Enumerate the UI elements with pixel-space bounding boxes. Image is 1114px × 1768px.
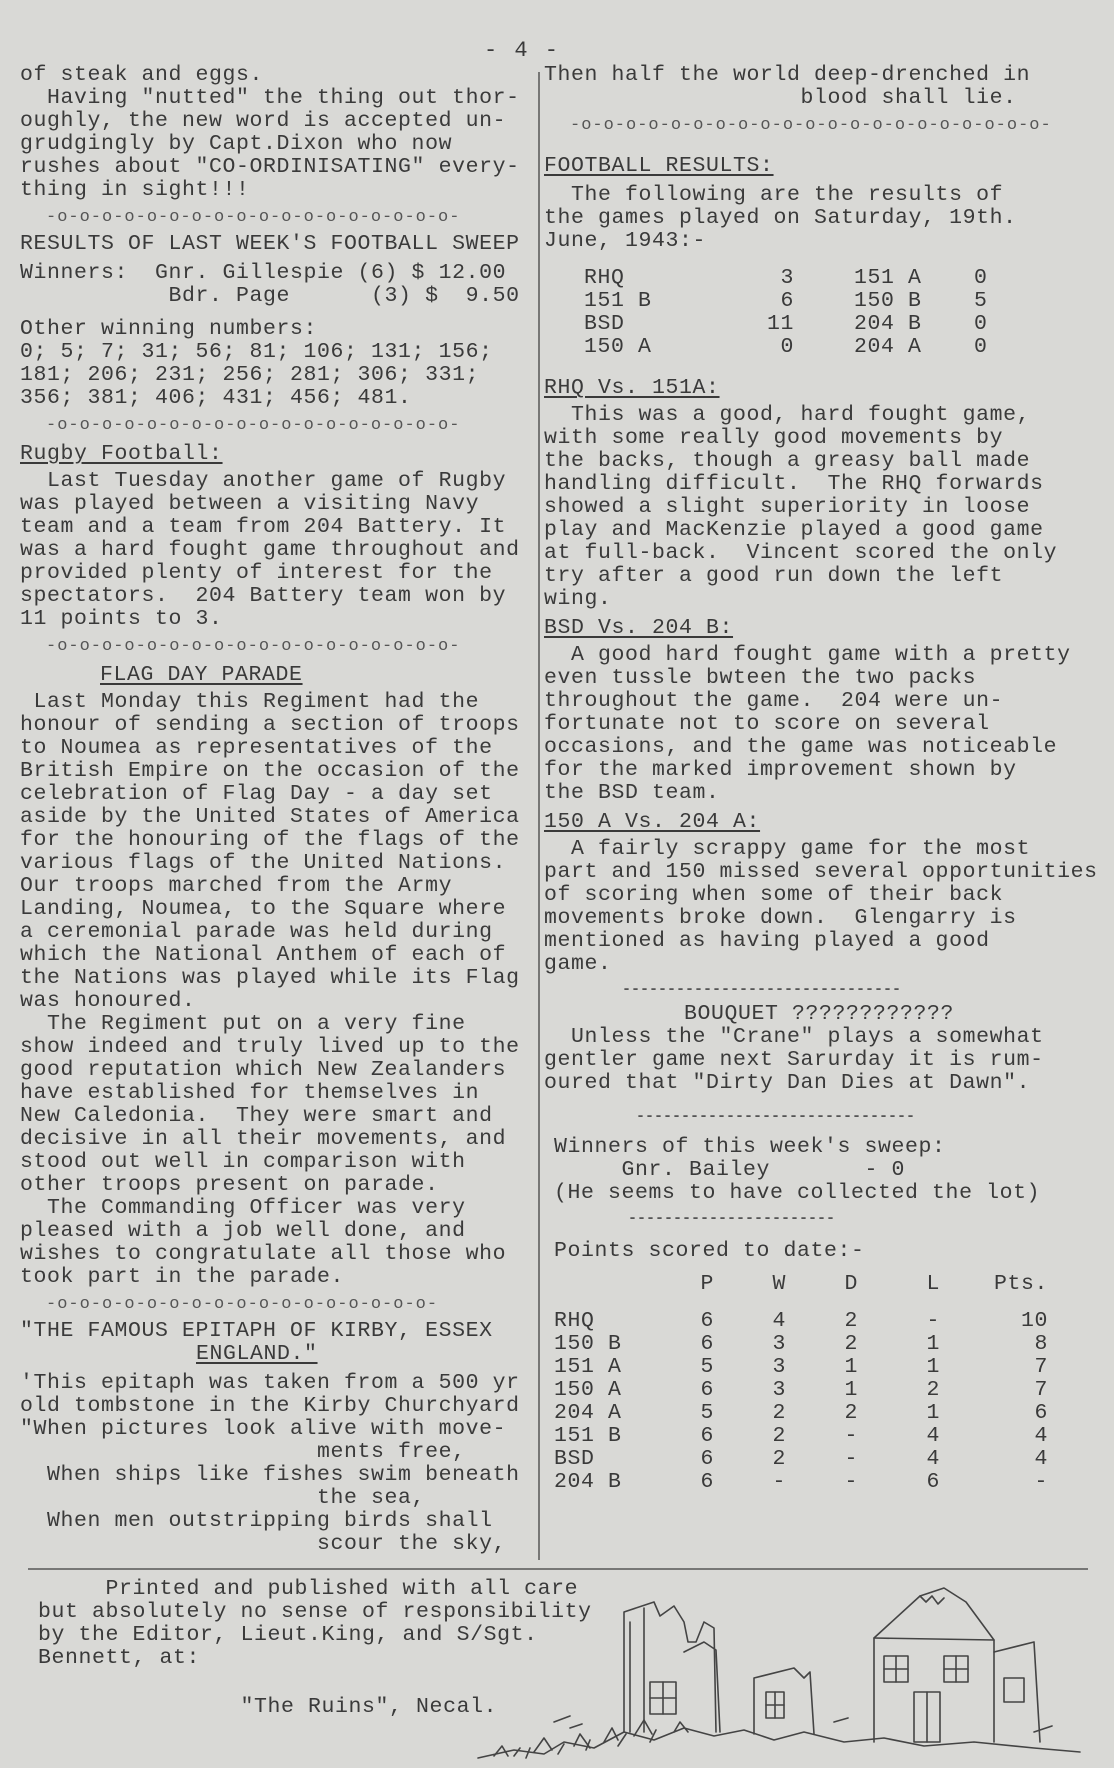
stat-cell: 6	[1034, 1401, 1048, 1425]
table-row	[554, 1402, 1048, 1425]
text-line: show indeed and truly lived up to the	[20, 1035, 520, 1059]
text-line: spectators. 204 Battery team won by	[20, 584, 507, 608]
text-line: Gnr. Bailey - 0	[554, 1158, 906, 1182]
team-cell: BSD	[584, 312, 625, 336]
stat-cell: 1	[926, 1332, 940, 1356]
text-line: of steak and eggs.	[20, 63, 264, 87]
text-line: rushes about "CO-ORDINISATING" every-	[20, 155, 520, 179]
epitaph-title: ENGLAND."	[196, 1342, 318, 1366]
stat-cell: 4	[926, 1447, 940, 1471]
text-line: a ceremonial parade was held during	[20, 920, 493, 944]
text-line: A good hard fought game with a pretty	[544, 643, 1071, 667]
score-cell: 0	[974, 312, 988, 336]
column-header: Pts.	[993, 1272, 1048, 1296]
flag-day-heading: FLAG DAY PARADE	[100, 663, 303, 687]
text-line: decisive in all their movements, and	[20, 1127, 507, 1151]
table-row	[554, 1448, 1048, 1471]
publication-place: "The Ruins", Necal.	[38, 1695, 498, 1719]
stat-cell: 3	[772, 1332, 786, 1356]
table-header-row	[554, 1273, 1048, 1296]
results-table	[584, 267, 1014, 359]
text-line: at full-back. Vincent scored the only	[544, 541, 1058, 565]
text-line: The Regiment put on a very fine	[20, 1012, 466, 1036]
column-header: D	[844, 1272, 858, 1296]
text-line: celebration of Flag Day - a day set	[20, 782, 493, 806]
sweep-title: RESULTS OF LAST WEEK'S FOOTBALL SWEEP	[20, 232, 520, 256]
text-line: various flags of the United Nations.	[20, 851, 507, 875]
text-line: the BSD team.	[544, 781, 720, 805]
left-column	[20, 64, 540, 1556]
stat-cell: 2	[772, 1401, 786, 1425]
text-line: handling difficult. The RHQ forwards	[544, 472, 1044, 496]
stat-cell: 10	[1020, 1309, 1048, 1333]
text-line: movements broke down. Glengarry is	[544, 906, 1017, 930]
stat-cell: 7	[1034, 1378, 1048, 1402]
page-number: - 4 -	[484, 38, 561, 63]
epitaph-title: "THE FAMOUS EPITAPH OF KIRBY, ESSEX	[20, 1319, 493, 1343]
team-cell: BSD	[554, 1447, 595, 1471]
text-line: was played between a visiting Navy	[20, 492, 480, 516]
stat-cell: 3	[772, 1355, 786, 1379]
stat-cell: 6	[700, 1447, 714, 1471]
text-line: part and 150 missed several opportunities	[544, 860, 1098, 884]
poem-line: Then half the world deep-drenched in	[544, 63, 1031, 87]
text-line: was honoured.	[20, 989, 196, 1013]
rugby-heading: Rugby Football:	[20, 442, 223, 466]
team-cell: 151 A	[854, 266, 922, 290]
text-line: game.	[544, 952, 612, 976]
table-row	[554, 1471, 1048, 1494]
text-line: but absolutely no sense of responsibility	[38, 1600, 592, 1624]
column-header: W	[772, 1272, 786, 1296]
text-line: fortunate not to score on several	[544, 712, 990, 736]
text-line: of scoring when some of their back	[544, 883, 1004, 907]
score-cell: 0	[974, 335, 988, 359]
text-line: (He seems to have collected the lot)	[554, 1181, 1041, 1205]
text-line: stood out well in comparison with	[20, 1150, 466, 1174]
poem-line: blood shall lie.	[544, 86, 1017, 110]
text-line: "When pictures look alive with move-	[20, 1417, 507, 1441]
stat-cell: 2	[844, 1332, 858, 1356]
team-cell: 150 A	[584, 335, 652, 359]
score-cell: 5	[974, 289, 988, 313]
stat-cell: 2	[926, 1378, 940, 1402]
intro-paragraph	[20, 64, 540, 202]
text-line: have established for themselves in	[20, 1081, 480, 1105]
text-line: gentler game next Sarurday it is rum-	[544, 1048, 1044, 1072]
text-line: Bennett, at:	[38, 1646, 201, 1670]
text-line: grudgingly by Capt.Dixon who now	[20, 132, 453, 156]
text-line: other troops present on parade.	[20, 1173, 439, 1197]
text-line: British Empire on the occasion of the	[20, 759, 520, 783]
team-cell: 204 A	[854, 335, 922, 359]
text-line: provided plenty of interest for the	[20, 561, 493, 585]
text-line: thing in sight!!!	[20, 178, 250, 202]
text-line: Our troops marched from the Army	[20, 874, 453, 898]
flag-day-article	[20, 691, 540, 1289]
text-line: Printed and published with all care	[38, 1577, 579, 1601]
team-cell: 151 A	[554, 1355, 622, 1379]
stat-cell: -	[844, 1447, 858, 1471]
dashed-rule: -------------------------------	[622, 981, 902, 998]
text-line: Landing, Noumea, to the Square where	[20, 897, 507, 921]
score-cell: 3	[780, 266, 794, 290]
stat-cell: 4	[1034, 1447, 1048, 1471]
text-line: honour of sending a section of troops	[20, 713, 520, 737]
table-row	[584, 267, 1014, 290]
text-line: the sea,	[20, 1486, 426, 1510]
stat-cell: 1	[844, 1355, 858, 1379]
stat-cell: 1	[926, 1355, 940, 1379]
text-line: took part in the parade.	[20, 1265, 345, 1289]
bouquet-heading: BOUQUET ????????????	[684, 1002, 955, 1026]
text-line: team and a team from 204 Battery. It	[20, 515, 507, 539]
table-row	[554, 1356, 1048, 1379]
separator: -o-o-o-o-o-o-o-o-o-o-o-o-o-o-o-o-o-o-	[46, 416, 461, 435]
stat-cell: 7	[1034, 1355, 1048, 1379]
text-line: 0; 5; 7; 31; 56; 81; 106; 131; 156;	[20, 340, 493, 364]
stat-cell: 2	[844, 1401, 858, 1425]
team-cell: 150 B	[554, 1332, 622, 1356]
text-line: June, 1943:-	[544, 229, 707, 253]
score-cell: 11	[766, 312, 794, 336]
text-line: wishes to congratulate all those who	[20, 1242, 507, 1266]
text-line: oured that "Dirty Dan Dies at Dawn".	[544, 1071, 1031, 1095]
stat-cell: 6	[700, 1309, 714, 1333]
separator: -o-o-o-o-o-o-o-o-o-o-o-o-o-o-o-o-o-	[46, 1295, 439, 1314]
table-row	[554, 1425, 1048, 1448]
text-line: aside by the United States of America	[20, 805, 520, 829]
text-line: ments free,	[20, 1440, 466, 1464]
separator: -o-o-o-o-o-o-o-o-o-o-o-o-o-o-o-o-o-o-	[46, 637, 461, 656]
table-row	[554, 1333, 1048, 1356]
dashed-rule: -------------------------------	[636, 1108, 916, 1125]
text-line: for the honouring of the flags of the	[20, 828, 520, 852]
stat-cell: -	[926, 1309, 940, 1333]
points-heading: Points scored to date:-	[554, 1239, 865, 1263]
text-line: to Noumea as representatives of the	[20, 736, 493, 760]
match-report-heading: 150 A Vs. 204 A:	[544, 810, 761, 834]
team-cell: RHQ	[584, 266, 625, 290]
football-results-heading: FOOTBALL RESULTS:	[544, 154, 774, 178]
stat-cell: 6	[700, 1332, 714, 1356]
stat-cell: 6	[926, 1470, 940, 1494]
stat-cell: 2	[772, 1424, 786, 1448]
score-cell: 0	[974, 266, 988, 290]
text-line: 11 points to 3.	[20, 607, 223, 631]
text-line: New Caledonia. They were smart and	[20, 1104, 493, 1128]
stat-cell: -	[844, 1424, 858, 1448]
text-line: with some really good movements by	[544, 426, 1004, 450]
text-line: old tombstone in the Kirby Churchyard	[20, 1394, 520, 1418]
team-cell: 150 B	[854, 289, 922, 313]
text-line: The following are the results of	[544, 183, 1004, 207]
text-line: The Commanding Officer was very	[20, 1196, 466, 1220]
stat-cell: 6	[700, 1424, 714, 1448]
team-cell: 151 B	[584, 289, 652, 313]
stat-cell: -	[1034, 1470, 1048, 1494]
text-line: 356; 381; 406; 431; 456; 481.	[20, 386, 412, 410]
ruins-sketch-illustration	[474, 1582, 1084, 1762]
stat-cell: 8	[1034, 1332, 1048, 1356]
text-line: Last Tuesday another game of Rugby	[20, 469, 507, 493]
separator: -o-o-o-o-o-o-o-o-o-o-o-o-o-o-o-o-o-o-	[46, 208, 461, 227]
stat-cell: -	[772, 1470, 786, 1494]
stat-cell: 6	[700, 1378, 714, 1402]
text-line: A fairly scrappy game for the most	[544, 837, 1031, 861]
text-line: the games played on Saturday, 19th.	[544, 206, 1017, 230]
text-line: throughout the game. 204 were un-	[544, 689, 1004, 713]
separator: -o-o-o-o-o-o-o-o-o-o-o-o-o-o-o-o-o-o-o-o-o-	[570, 116, 1052, 135]
table-row	[554, 1379, 1048, 1402]
team-cell: RHQ	[554, 1309, 595, 1333]
text-line: When ships like fishes swim beneath	[20, 1463, 520, 1487]
text-line: even tussle bwteen the two packs	[544, 666, 977, 690]
score-cell: 6	[780, 289, 794, 313]
text-line: Having "nutted" the thing out thor-	[20, 86, 520, 110]
table-row	[584, 290, 1014, 313]
stat-cell: 4	[926, 1424, 940, 1448]
text-line: When men outstripping birds shall	[20, 1509, 493, 1533]
text-line: oughly, the new word is accepted un-	[20, 109, 507, 133]
text-line: This was a good, hard fought game,	[544, 403, 1031, 427]
text-line: occasions, and the game was noticeable	[544, 735, 1058, 759]
text-line: the Nations was played while its Flag	[20, 966, 520, 990]
text-line: wing.	[544, 587, 612, 611]
points-table	[554, 1273, 1048, 1494]
stat-cell: 3	[772, 1378, 786, 1402]
text-line: scour the sky,	[20, 1532, 507, 1556]
team-cell: 150 A	[554, 1378, 622, 1402]
stat-cell: 4	[1034, 1424, 1048, 1448]
table-row	[584, 336, 1014, 359]
right-column	[544, 63, 1098, 1494]
match-report-heading: BSD Vs. 204 B:	[544, 616, 734, 640]
stat-cell: 1	[926, 1401, 940, 1425]
text-line: Winners of this week's sweep:	[554, 1135, 946, 1159]
match-report-heading: RHQ Vs. 151A:	[544, 376, 720, 400]
score-cell: 0	[780, 335, 794, 359]
text-line: showed a slight superiority in loose	[544, 495, 1031, 519]
text-line: Unless the "Crane" plays a somewhat	[544, 1025, 1044, 1049]
text-line: good reputation which New Zealanders	[20, 1058, 507, 1082]
text-line: Last Monday this Regiment had the	[20, 690, 480, 714]
text-line: 181; 206; 231; 256; 281; 306; 331;	[20, 363, 480, 387]
stat-cell: 2	[772, 1447, 786, 1471]
text-line: for the marked improvement shown by	[544, 758, 1017, 782]
text-line: 'This epitaph was taken from a 500 yr	[20, 1371, 520, 1395]
dashed-rule: -----------------------	[628, 1210, 836, 1227]
text-line: which the National Anthem of each of	[20, 943, 507, 967]
text-line: mentioned as having played a good	[544, 929, 990, 953]
text-line: try after a good run down the left	[544, 564, 1004, 588]
stat-cell: 2	[844, 1309, 858, 1333]
sweep-winner: Winners: Gnr. Gillespie (6) $ 12.00	[20, 261, 507, 285]
table-row	[554, 1310, 1048, 1333]
stat-cell: 5	[700, 1355, 714, 1379]
stat-cell: 6	[700, 1470, 714, 1494]
epitaph-text	[20, 1372, 540, 1556]
column-header	[554, 1273, 650, 1296]
stat-cell: -	[844, 1470, 858, 1494]
text-line: was a hard fought game throughout and	[20, 538, 520, 562]
team-cell: 204 A	[554, 1401, 622, 1425]
text-line: the backs, though a greasy ball made	[544, 449, 1031, 473]
text-line: pleased with a job well done, and	[20, 1219, 466, 1243]
stat-cell: 5	[700, 1401, 714, 1425]
footer-divider	[28, 1568, 1088, 1570]
text-line: play and MacKenzie played a good game	[544, 518, 1044, 542]
sweep-winner: Bdr. Page (3) $ 9.50	[20, 284, 520, 308]
table-row	[584, 313, 1014, 336]
team-cell: 204 B	[854, 312, 922, 336]
text-line: Other winning numbers:	[20, 317, 318, 341]
column-header: L	[926, 1272, 940, 1296]
stat-cell: 4	[772, 1309, 786, 1333]
text-line: by the Editor, Lieut.King, and S/Sgt.	[38, 1623, 538, 1647]
stat-cell: 1	[844, 1378, 858, 1402]
team-cell: 151 B	[554, 1424, 622, 1448]
column-header: P	[700, 1272, 714, 1296]
team-cell: 204 B	[554, 1470, 622, 1494]
